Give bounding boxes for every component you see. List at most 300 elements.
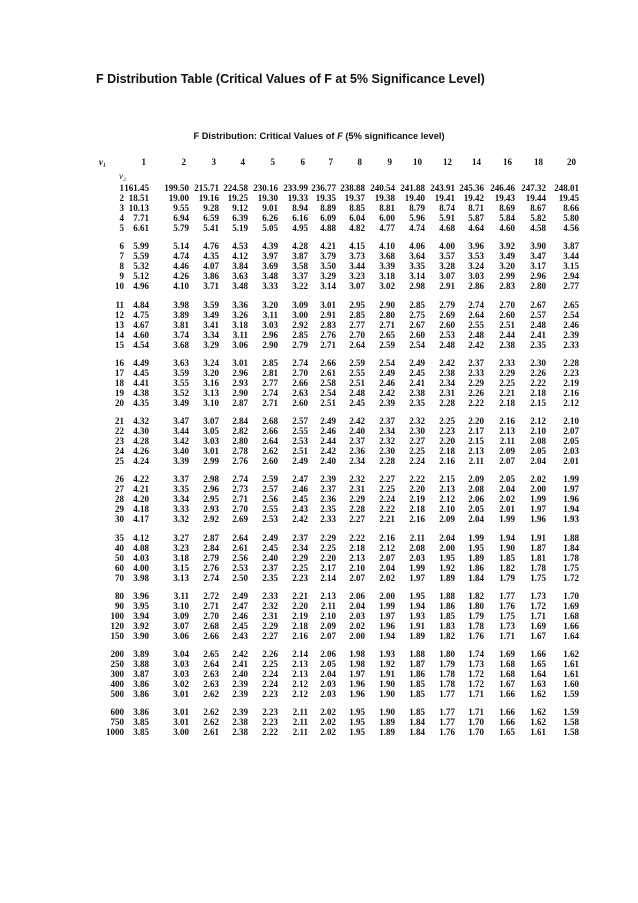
table-cell: 2.38	[232, 717, 248, 728]
table-cell: 1.66	[499, 689, 515, 700]
table-cell: 2.09	[499, 446, 515, 457]
table-cell: 2.23	[439, 426, 455, 437]
table-cell: 3.88	[133, 659, 149, 670]
table-cell: 199.50	[164, 183, 189, 193]
table-cell: 246.46	[490, 183, 515, 193]
table-cell: 4.12	[133, 532, 149, 543]
table-cell: 2.16	[499, 416, 515, 426]
table-cell: 2.07	[563, 426, 579, 437]
table-cell: 2.69	[232, 514, 248, 525]
table-cell: 3.53	[468, 251, 484, 262]
table-cell: 2.51	[292, 446, 308, 457]
table-cell: 2.08	[409, 542, 425, 553]
table-cell: 2.09	[320, 620, 336, 631]
table-cell: 5.87	[468, 213, 484, 224]
table-cell: 2.39	[232, 707, 248, 718]
table-cell: 2.21	[292, 590, 308, 601]
table-cell: 3.23	[349, 271, 365, 282]
row-v2-label: 28	[115, 494, 124, 505]
table-cell: 1.97	[530, 504, 546, 515]
row-v2-label: 6	[119, 241, 124, 252]
table-cell: 2.00	[349, 630, 365, 641]
table-cell: 2.27	[379, 474, 395, 485]
table-cell: 1.89	[379, 727, 395, 738]
table-cell: 2.42	[349, 416, 365, 426]
table-cell: 2.39	[563, 329, 579, 340]
table-cell: 3.94	[133, 610, 149, 621]
table-cell: 3.13	[203, 387, 219, 398]
table-cell: 1.88	[563, 532, 579, 543]
table-cell: 1.62	[530, 707, 546, 718]
table-cell: 3.20	[262, 299, 278, 310]
table-cell: 3.49	[499, 251, 515, 262]
table-cell: 3.92	[133, 620, 149, 631]
table-cell: 2.38	[232, 727, 248, 738]
table-cell: 1.65	[530, 659, 546, 670]
table-cell: 2.96	[262, 329, 278, 340]
table-cell: 2.18	[530, 387, 546, 398]
table-cell: 3.00	[173, 727, 189, 738]
table-cell: 1.90	[379, 707, 395, 718]
table-cell: 2.54	[563, 309, 579, 320]
table-cell: 1.74	[468, 649, 484, 659]
table-cell: 2.11	[320, 600, 336, 611]
table-cell: 2.45	[349, 397, 365, 408]
table-cell: 4.84	[133, 299, 149, 310]
table-cell: 2.92	[203, 514, 219, 525]
table-cell: 4.75	[133, 309, 149, 320]
table-cell: 2.12	[530, 416, 546, 426]
row-v2-label: 30	[115, 514, 124, 525]
table-cell: 2.03	[349, 610, 365, 621]
table-cell: 2.31	[439, 387, 455, 398]
table-cell: 1.94	[409, 600, 425, 611]
table-cell: 1.81	[530, 552, 546, 563]
table-cell: 3.14	[409, 271, 425, 282]
table-cell: 4.21	[133, 484, 149, 495]
table-cell: 1.62	[530, 689, 546, 700]
row-v2-label: 400	[110, 679, 124, 690]
table-cell: 3.32	[173, 514, 189, 525]
row-v2-label: 500	[110, 689, 124, 700]
table-cell: 4.26	[173, 271, 189, 282]
table-cell: 2.23	[262, 689, 278, 700]
table-cell: 2.12	[563, 397, 579, 408]
table-cell: 1.99	[409, 562, 425, 573]
row-v2-label: 8	[119, 261, 124, 272]
table-cell: 2.61	[232, 542, 248, 553]
table-cell: 2.98	[203, 474, 219, 485]
table-cell: 4.82	[349, 223, 365, 234]
table-cell: 9.12	[232, 203, 248, 214]
column-header: 12	[443, 157, 452, 167]
table-cell: 1.94	[379, 630, 395, 641]
table-cell: 2.98	[409, 281, 425, 292]
table-cell: 2.29	[349, 494, 365, 505]
table-cell: 2.92	[292, 319, 308, 330]
table-cell: 1.71	[530, 610, 546, 621]
table-cell: 2.30	[530, 357, 546, 368]
table-cell: 18.51	[128, 193, 149, 204]
table-cell: 2.32	[349, 474, 365, 485]
table-cell: 2.42	[439, 357, 455, 368]
table-cell: 6.59	[203, 213, 219, 224]
table-cell: 1.85	[499, 552, 515, 563]
table-cell: 2.37	[320, 484, 336, 495]
table-cell: 3.40	[173, 446, 189, 457]
table-cell: 2.05	[320, 659, 336, 670]
table-cell: 4.67	[133, 319, 149, 330]
table-cell: 1.61	[530, 727, 546, 738]
table-cell: 2.70	[232, 504, 248, 515]
table-cell: 3.02	[173, 679, 189, 690]
table-cell: 2.25	[262, 659, 278, 670]
table-cell: 2.71	[232, 494, 248, 505]
table-cell: 2.79	[439, 299, 455, 310]
table-cell: 3.05	[203, 426, 219, 437]
table-cell: 2.64	[203, 659, 219, 670]
table-cell: 233.99	[283, 183, 308, 193]
table-cell: 4.54	[133, 339, 149, 350]
table-cell: 5.82	[530, 213, 546, 224]
table-cell: 2.01	[499, 504, 515, 515]
table-cell: 9.55	[173, 203, 189, 214]
table-cell: 3.58	[292, 261, 308, 272]
table-cell: 3.34	[203, 329, 219, 340]
table-cell: 4.58	[530, 223, 546, 234]
table-cell: 2.18	[349, 542, 365, 553]
row-v2-label: 15	[115, 339, 124, 350]
table-cell: 3.87	[563, 241, 579, 252]
table-cell: 2.37	[468, 357, 484, 368]
table-cell: 2.64	[262, 436, 278, 447]
table-cell: 2.20	[292, 600, 308, 611]
table-cell: 8.67	[530, 203, 546, 214]
table-cell: 2.64	[349, 339, 365, 350]
table-cell: 2.23	[563, 367, 579, 378]
table-cell: 2.42	[379, 387, 395, 398]
table-cell: 1.64	[563, 630, 579, 641]
row-v2-label: 17	[115, 367, 124, 378]
table-cell: 4.08	[133, 542, 149, 553]
table-cell: 2.32	[379, 436, 395, 447]
table-cell: 3.01	[173, 717, 189, 728]
table-cell: 1.96	[349, 679, 365, 690]
table-cell: 2.22	[468, 397, 484, 408]
table-cell: 2.02	[499, 494, 515, 505]
table-cell: 3.44	[349, 261, 365, 272]
table-cell: 3.17	[530, 261, 546, 272]
table-cell: 2.28	[563, 357, 579, 368]
table-cell: 1.72	[530, 600, 546, 611]
table-cell: 247.32	[521, 183, 546, 193]
table-cell: 3.90	[133, 630, 149, 641]
table-cell: 2.43	[292, 504, 308, 515]
table-cell: 2.48	[468, 329, 484, 340]
table-cell: 2.36	[320, 494, 336, 505]
table-cell: 6.39	[232, 213, 248, 224]
table-cell: 2.13	[468, 446, 484, 457]
table-cell: 1.85	[409, 707, 425, 718]
table-cell: 1.71	[468, 707, 484, 718]
table-cell: 2.20	[320, 552, 336, 563]
table-cell: 2.35	[409, 397, 425, 408]
table-cell: 2.74	[292, 357, 308, 368]
table-cell: 2.11	[292, 707, 308, 718]
table-cell: 2.41	[232, 659, 248, 670]
table-cell: 1.94	[499, 532, 515, 543]
table-cell: 2.53	[262, 514, 278, 525]
table-cell: 2.10	[349, 562, 365, 573]
table-cell: 2.57	[262, 484, 278, 495]
table-cell: 1.76	[439, 727, 455, 738]
table-cell: 2.66	[262, 426, 278, 437]
table-cell: 2.80	[232, 436, 248, 447]
table-cell: 2.16	[292, 630, 308, 641]
table-cell: 1.92	[439, 562, 455, 573]
table-cell: 1.95	[468, 542, 484, 553]
table-cell: 2.44	[499, 329, 515, 340]
table-cell: 2.04	[379, 562, 395, 573]
table-cell: 2.25	[409, 446, 425, 457]
table-cell: 3.87	[133, 669, 149, 680]
table-cell: 2.31	[262, 610, 278, 621]
table-cell: 2.00	[439, 542, 455, 553]
table-cell: 3.18	[173, 552, 189, 563]
table-cell: 2.05	[468, 504, 484, 515]
table-cell: 2.47	[292, 474, 308, 485]
table-cell: 2.32	[409, 416, 425, 426]
table-cell: 2.14	[292, 649, 308, 659]
table-cell: 2.04	[439, 532, 455, 543]
table-cell: 3.44	[563, 251, 579, 262]
table-cell: 5.99	[133, 241, 149, 252]
table-cell: 4.10	[379, 241, 395, 252]
table-cell: 2.25	[320, 542, 336, 553]
table-cell: 5.19	[232, 223, 248, 234]
table-cell: 1.67	[530, 630, 546, 641]
table-cell: 1.79	[468, 610, 484, 621]
table-cell: 3.00	[292, 309, 308, 320]
table-cell: 1.70	[563, 590, 579, 601]
table-cell: 1.78	[439, 679, 455, 690]
table-cell: 2.22	[530, 377, 546, 388]
table-cell: 4.53	[232, 241, 248, 252]
table-cell: 2.49	[409, 357, 425, 368]
table-cell: 2.66	[320, 357, 336, 368]
table-cell: 2.79	[203, 552, 219, 563]
table-cell: 2.20	[468, 416, 484, 426]
table-cell: 2.71	[320, 339, 336, 350]
table-cell: 1.58	[563, 727, 579, 738]
table-cell: 2.39	[232, 689, 248, 700]
table-cell: 2.27	[349, 514, 365, 525]
table-cell: 2.07	[349, 572, 365, 583]
table-cell: 2.24	[409, 456, 425, 467]
table-cell: 2.51	[320, 397, 336, 408]
table-cell: 2.10	[530, 426, 546, 437]
table-cell: 3.48	[262, 271, 278, 282]
table-cell: 19.25	[227, 193, 248, 204]
table-cell: 2.60	[439, 319, 455, 330]
table-cell: 1.76	[499, 600, 515, 611]
table-cell: 2.03	[409, 552, 425, 563]
row-v2-label: 18	[115, 377, 124, 388]
table-cell: 2.48	[349, 387, 365, 398]
table-cell: 4.68	[439, 223, 455, 234]
table-cell: 1.78	[530, 562, 546, 573]
table-cell: 3.07	[203, 416, 219, 426]
table-cell: 2.76	[320, 329, 336, 340]
table-cell: 1.94	[563, 504, 579, 515]
table-cell: 2.12	[292, 679, 308, 690]
row-v2-label: 11	[115, 299, 124, 310]
table-cell: 8.71	[468, 203, 484, 214]
column-header: 8	[357, 157, 362, 167]
table-cell: 6.94	[173, 213, 189, 224]
table-cell: 3.86	[133, 679, 149, 690]
row-v2-label: 300	[110, 669, 124, 680]
column-header: 6	[300, 157, 305, 167]
table-cell: 2.99	[499, 271, 515, 282]
table-cell: 1.58	[563, 717, 579, 728]
table-cell: 224.58	[223, 183, 248, 193]
table-cell: 2.30	[409, 426, 425, 437]
table-cell: 2.51	[499, 319, 515, 330]
table-cell: 2.17	[468, 426, 484, 437]
row-v2-label: 50	[115, 552, 124, 563]
row-v2-label: 3	[119, 203, 124, 214]
table-cell: 3.64	[409, 251, 425, 262]
table-cell: 19.38	[374, 193, 395, 204]
table-cell: 3.68	[173, 339, 189, 350]
table-cell: 2.57	[292, 416, 308, 426]
v2-label: ν₂	[119, 171, 127, 181]
table-cell: 3.37	[173, 474, 189, 485]
table-cell: 19.42	[463, 193, 484, 204]
table-cell: 4.17	[133, 514, 149, 525]
table-cell: 1.63	[530, 679, 546, 690]
table-cell: 2.85	[409, 299, 425, 310]
table-cell: 2.53	[292, 436, 308, 447]
table-cell: 5.79	[173, 223, 189, 234]
table-cell: 2.28	[379, 456, 395, 467]
table-cell: 1.99	[563, 474, 579, 485]
column-header: 3	[211, 157, 216, 167]
table-cell: 3.68	[379, 251, 395, 262]
table-cell: 4.76	[203, 241, 219, 252]
table-cell: 2.29	[292, 552, 308, 563]
table-cell: 1.70	[468, 717, 484, 728]
table-cell: 19.00	[168, 193, 189, 204]
table-cell: 1.96	[349, 689, 365, 700]
table-cell: 3.71	[203, 281, 219, 292]
table-cell: 2.00	[530, 484, 546, 495]
table-cell: 2.37	[349, 436, 365, 447]
table-cell: 2.20	[439, 436, 455, 447]
table-cell: 4.10	[173, 281, 189, 292]
table-cell: 1.96	[530, 514, 546, 525]
table-cell: 19.43	[494, 193, 515, 204]
table-cell: 2.60	[262, 456, 278, 467]
table-cell: 2.80	[530, 281, 546, 292]
table-cell: 2.74	[203, 572, 219, 583]
table-cell: 5.41	[203, 223, 219, 234]
table-cell: 1.95	[349, 717, 365, 728]
column-header: 7	[328, 157, 333, 167]
table-cell: 2.05	[530, 446, 546, 457]
table-cell: 3.36	[232, 299, 248, 310]
table-cell: 1.62	[530, 717, 546, 728]
table-cell: 3.89	[133, 649, 149, 659]
table-cell: 2.61	[320, 367, 336, 378]
table-cell: 2.50	[232, 572, 248, 583]
table-cell: 236.77	[311, 183, 336, 193]
table-cell: 3.49	[173, 397, 189, 408]
table-cell: 2.25	[439, 416, 455, 426]
table-cell: 2.90	[232, 387, 248, 398]
table-cell: 2.00	[379, 590, 395, 601]
table-cell: 2.27	[409, 436, 425, 447]
table-cell: 1.61	[563, 669, 579, 680]
table-cell: 3.96	[468, 241, 484, 252]
table-cell: 2.55	[349, 367, 365, 378]
table-cell: 2.57	[530, 309, 546, 320]
table-cell: 2.53	[232, 562, 248, 573]
table-cell: 3.01	[173, 707, 189, 718]
table-cell: 2.41	[530, 329, 546, 340]
table-cell: 2.41	[409, 377, 425, 388]
table-cell: 1.75	[563, 562, 579, 573]
table-cell: 4.18	[133, 504, 149, 515]
row-v2-label: 7	[119, 251, 124, 262]
table-cell: 4.26	[133, 446, 149, 457]
table-cell: 3.03	[173, 669, 189, 680]
table-cell: 1.86	[409, 669, 425, 680]
page-heading: F Distribution Table (Critical Values of F at 5% Significance Level)	[96, 72, 485, 86]
table-cell: 2.18	[409, 504, 425, 515]
table-cell: 2.63	[203, 669, 219, 680]
table-cell: 2.34	[349, 456, 365, 467]
table-cell: 3.98	[173, 299, 189, 310]
table-cell: 2.75	[409, 309, 425, 320]
table-cell: 3.59	[203, 299, 219, 310]
table-cell: 1.66	[530, 649, 546, 659]
table-cell: 2.93	[232, 377, 248, 388]
table-cell: 3.33	[262, 281, 278, 292]
table-cell: 2.35	[320, 504, 336, 515]
table-cell: 2.11	[292, 717, 308, 728]
table-cell: 1.89	[409, 630, 425, 641]
table-cell: 2.06	[320, 649, 336, 659]
table-cell: 2.13	[292, 669, 308, 680]
table-cell: 2.49	[320, 416, 336, 426]
table-cell: 2.60	[292, 397, 308, 408]
table-cell: 2.13	[499, 426, 515, 437]
table-cell: 4.74	[173, 251, 189, 262]
table-cell: 2.90	[379, 299, 395, 310]
table-cell: 5.05	[262, 223, 278, 234]
table-cell: 3.18	[232, 319, 248, 330]
table-cell: 19.33	[287, 193, 308, 204]
table-cell: 2.54	[379, 357, 395, 368]
table-cell: 3.18	[379, 271, 395, 282]
table-cell: 3.01	[203, 446, 219, 457]
table-cell: 2.65	[563, 299, 579, 310]
table-cell: 2.46	[379, 377, 395, 388]
table-cell: 10.13	[128, 203, 149, 214]
table-cell: 1.99	[468, 532, 484, 543]
